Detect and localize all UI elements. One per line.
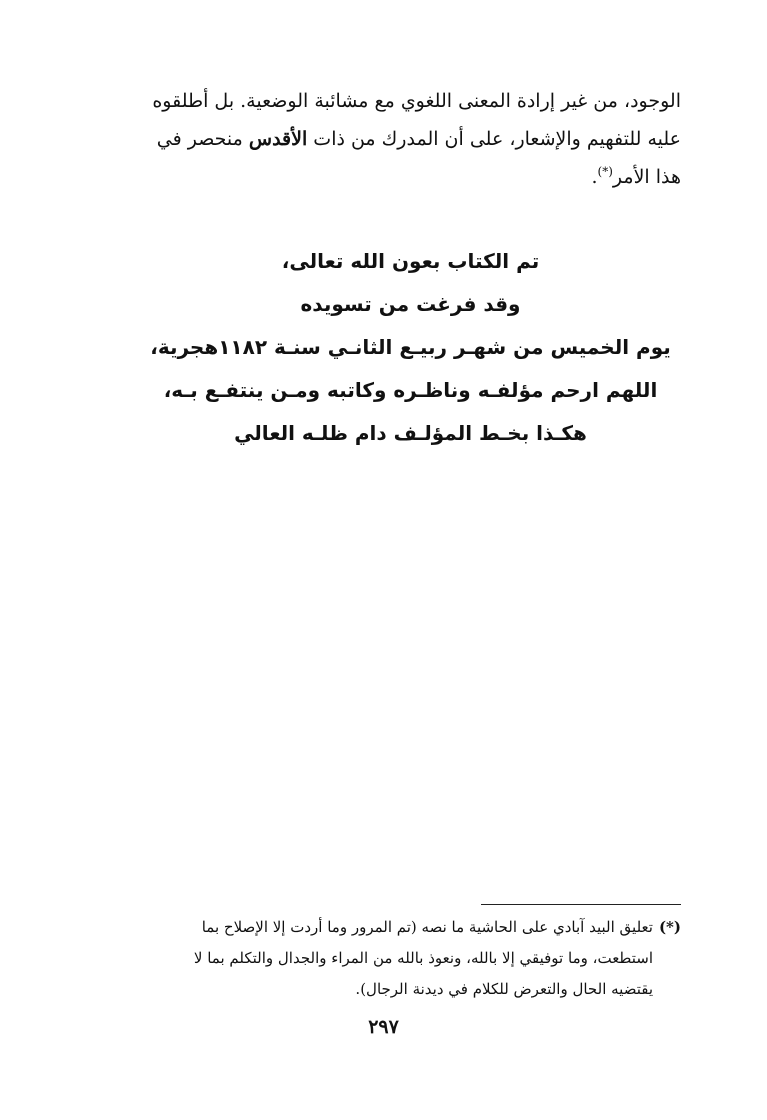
page-number: ٢٩٧ <box>368 1016 399 1038</box>
colophon-line: اللهم ارحم مؤلفـه وناظـره وكاتبه ومـن ينتفـع بـه، <box>163 378 658 402</box>
colophon <box>140 240 681 455</box>
paragraph-line <box>81 82 681 120</box>
paragraph-line-text: . <box>591 166 598 188</box>
paragraph-line-text: هذا الأمر <box>612 166 681 188</box>
paragraph-line-text: عليه للتفهيم والإشعار، على أن المدرك من ذات <box>307 128 681 150</box>
paragraph-line <box>81 120 681 158</box>
footnote-line <box>81 912 681 943</box>
footnote <box>81 912 681 1005</box>
colophon-line: تم الكتاب بعون الله تعالى، <box>281 249 540 273</box>
footnote-text: تعليق البيد آبادي على الحاشية ما نصه (تم المرور وما أردت إلا الإصلاح بما <box>201 918 653 936</box>
paragraph-line-text: الوجود، من غير إرادة المعنى اللغوي مع مشائبة الوضعية. بل أطلقوه <box>152 90 681 112</box>
paragraph-line-text: منحصر في <box>156 128 249 150</box>
footnote-divider <box>481 904 681 905</box>
paragraph-line <box>81 158 681 196</box>
colophon-line: هكـذا بخـط المؤلـف دام ظلـه العالي <box>234 421 587 445</box>
footnote-reference[interactable]: (*) <box>597 164 613 179</box>
main-paragraph <box>81 82 681 196</box>
footnote-line: يقتضيه الحال والتعرض للكلام في ديدنة الرجال). <box>355 980 653 998</box>
footnote-line: استطعت، وما توفيقي إلا بالله، ونعوذ بالله من المراء والجدال والتكلم بما لا <box>193 949 653 967</box>
emphasized-word: الأقدس <box>248 128 308 150</box>
colophon-line: وقد فرغت من تسويده <box>300 292 521 316</box>
colophon-line: يوم الخميس من شهـر ربيـع الثانـي سنـة ١١٨٢هجرية، <box>150 335 671 359</box>
footnote-marker: (*) <box>658 918 681 936</box>
